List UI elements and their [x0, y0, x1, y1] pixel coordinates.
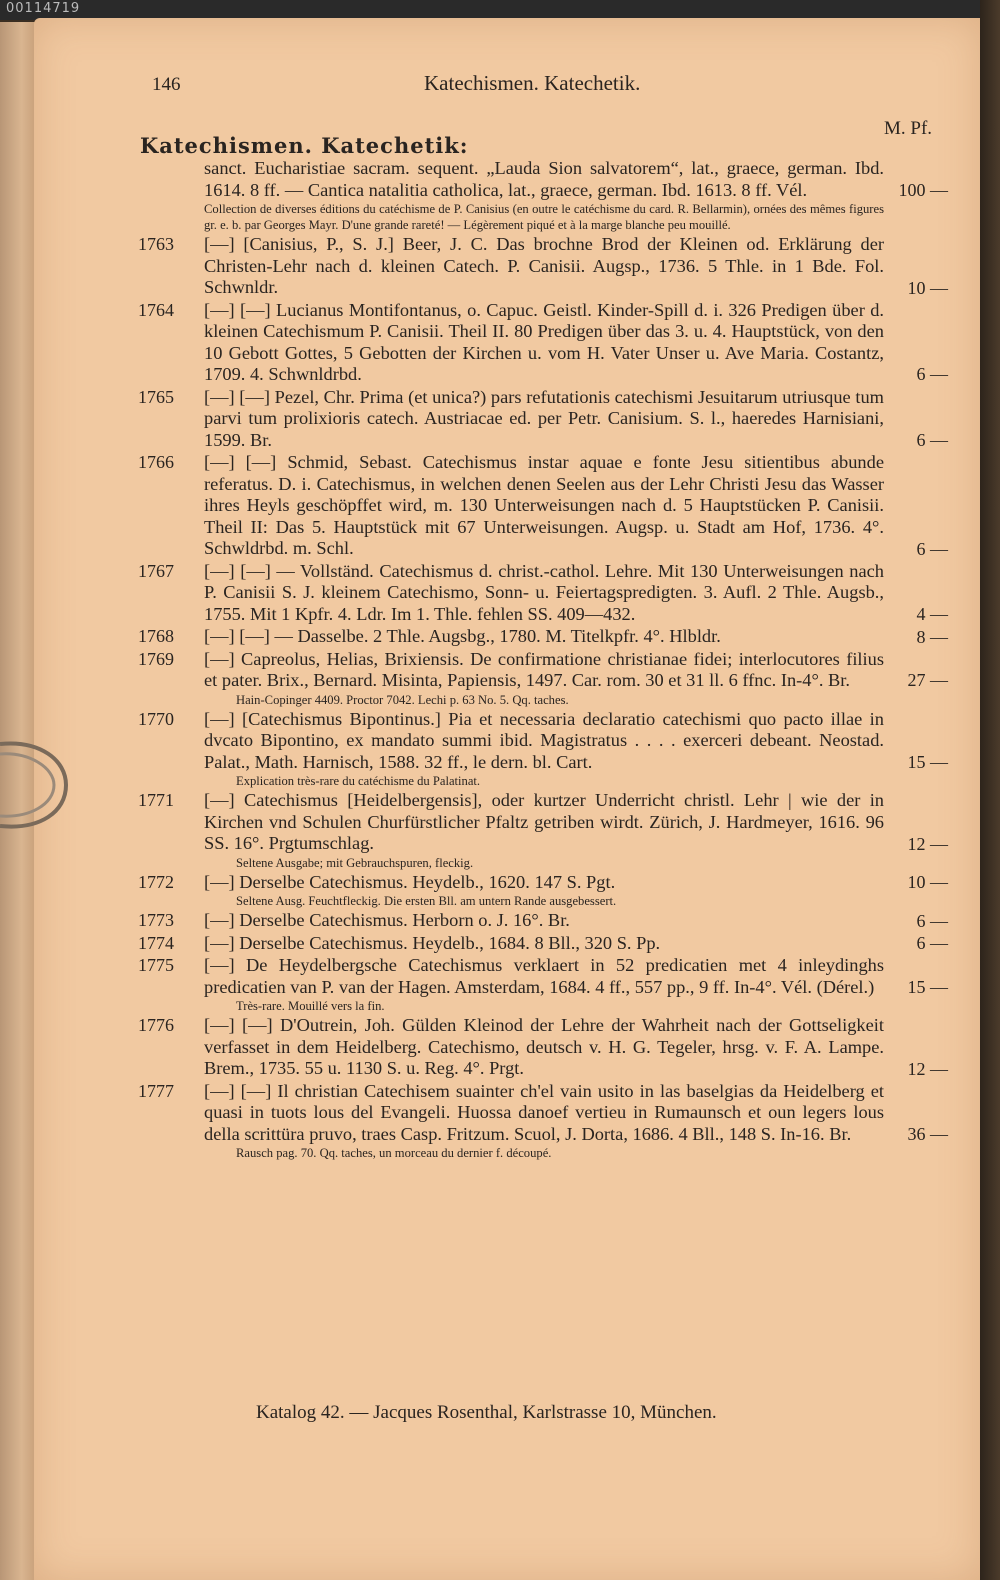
entry-text: [—] De Heydelbergsche Catechismus verklaert in 52 predicatien met 4 inleydinghs predicatien van P. van der Hagen. Amsterdam, 1684. 4 ff., 557 pp., 9 ff. In-4°. Vél. (Dérel.): [204, 955, 884, 997]
catalog-entry: [138, 955, 948, 1014]
catalog-entry: [138, 1081, 948, 1162]
catalog-entry: [138, 626, 948, 648]
entry-text: [—] Derselbe Catechismus. Heydelb., 1620. 147 S. Pgt.: [204, 871, 616, 892]
entry-text: [—] Derselbe Catechismus. Heydelb., 1684. 8 Bll., 320 S. Pp.: [204, 932, 661, 953]
entry-price: 100 —: [898, 179, 948, 200]
right-edge: [980, 0, 1000, 1580]
section-title: Katechismen. Katechetik:: [140, 133, 469, 158]
entry-number: 1776: [138, 1015, 174, 1035]
entry-note: Rausch pag. 70. Qq. taches, un morceau du dernier f. découpé.: [236, 1146, 552, 1160]
catalog-entry: [138, 649, 948, 708]
entry-note: Seltene Ausgabe; mit Gebrauchspuren, fleckig.: [236, 855, 474, 870]
entry-text: [—] [—] Il christian Catechisem suainter ch'el vain usito in las baselgias da Heidelberg et quasi in tuots lous del Evangeli. Huossa danoef vertieu in Rumaunsch et oun legers lous della scrittüra pruvo, traes Casp. Fritzum. Scuol, J. Dorta, 1686. 4 Bll., 148 S. In-16. Br.: [204, 1080, 884, 1144]
entry-price: 12 —: [907, 1058, 948, 1079]
entry-number: 1773: [138, 910, 174, 930]
entry-number: 1763: [138, 234, 174, 254]
catalog-entry: [138, 933, 948, 955]
entry-text: [—] Derselbe Catechismus. Herborn o. J. 16°. Br.: [204, 910, 570, 930]
catalog-entry: [138, 872, 948, 910]
entry-number: 1774: [138, 932, 174, 953]
catalog-footer: Katalog 42. — Jacques Rosenthal, Karlstrasse 10, München.: [256, 1402, 717, 1423]
top-strip: [0, 0, 1000, 20]
entry-price: 6 —: [916, 538, 948, 559]
entry-number: 1770: [138, 708, 174, 729]
entry-note: Très-rare. Mouillé vers la fin.: [236, 999, 385, 1013]
catalog-entry: [138, 709, 948, 790]
entry-number: 1769: [138, 648, 174, 669]
currency-header: M. Pf.: [884, 118, 933, 139]
corner-label: 00114719: [6, 1, 81, 16]
entry-number: 1771: [138, 790, 174, 810]
entry-price: 4 —: [916, 604, 948, 624]
paperclip-icon: [0, 730, 70, 840]
entry-number: 1777: [138, 1080, 174, 1101]
entry-text: [—] [—] Lucianus Montifontanus, o. Capuc. Geistl. Kinder-Spill d. i. 326 Predigen über d. kleinen Catechismum P. Canisii. Theil II. 80 Predigen über das 3. u. 4. Hauptstück, von den 10 Gebott Gottes, 5 Gebotten der Kirchen u. vom H. Vater Unser u. Ave Maria. Costantz, 1709. 4. Schwnldrbd.: [204, 299, 884, 384]
entry-text: [—] [—] — Dasselbe. 2 Thle. Augsbg., 1780. M. Titelkpfr. 4°. Hlbldr.: [204, 626, 721, 646]
catalog-entry: [138, 910, 948, 932]
entry-text: [—] Catechismus [Heidelbergensis], oder kurtzer Underricht christl. Lehr | wie der in Kirchen vnd Schulen Churfürstlicher Pfaltz getriben wirdt. Zürich, J. Hardmeyer, 1616. 96 SS. 16°. Prgtumschlag.: [204, 790, 884, 853]
entry-price: 36 —: [907, 1124, 948, 1144]
entry-list: [138, 158, 948, 1162]
entry-price: 10 —: [907, 277, 948, 298]
entry-text: [—] [—] D'Outrein, Joh. Gülden Kleinod der Lehre der Wahrheit nach der Gottseligkeit verfasset in dem Heidelberg. Catechismo, deutsch v. H. G. Tegeler, hrsg. v. F. A. Lampe. Brem., 1735. 55 u. 1130 S. u. Reg. 4°. Prgt.: [204, 1015, 884, 1078]
entry-price: 15 —: [907, 752, 948, 772]
entry-text: [—] [Canisius, P., S. J.] Beer, J. C. Das brochne Brod der Kleinen od. Erklärung der Christen-Lehr nach d. kleinen Catech. P. Canisii. Augsp., 1736. 5 Thle. in 1 Bde. Fol. Schwnldr.: [204, 234, 884, 297]
catalog-entry: [138, 452, 948, 560]
entry-number: 1772: [138, 871, 174, 892]
entry-note: Hain-Copinger 4409. Proctor 7042. Lechi p. 63 No. 5. Qq. taches.: [236, 692, 569, 707]
entry-text: [—] Capreolus, Helias, Brixiensis. De confirmatione christianae fidei; interlocutores filius et pater. Brix., Bernard. Misinta, Papiensis, 1497. Car. rom. 30 et 31 ll. 6 ffnc. In-4°. Br.: [204, 648, 884, 690]
entry-price: 27 —: [907, 670, 948, 690]
entry-number: 1768: [138, 626, 174, 646]
catalog-entry: [138, 561, 948, 626]
entry-number: 1767: [138, 560, 174, 581]
entry-price: 15 —: [907, 976, 948, 997]
page-number: 146: [152, 74, 181, 95]
entry-price: 6 —: [916, 364, 948, 384]
entry-price: 10 —: [907, 872, 948, 892]
entry-note: Explication très-rare du catéchisme du Palatinat.: [236, 774, 481, 788]
entry-note: Seltene Ausg. Feuchtfleckig. Die ersten Bll. am untern Rande ausgebessert.: [236, 894, 617, 908]
entry-number: 1766: [138, 452, 174, 472]
entry-price: 8 —: [916, 626, 948, 647]
catalog-entry: [138, 790, 948, 871]
catalog-entry: [138, 300, 948, 386]
entry-number: 1765: [138, 386, 174, 407]
entry-note: Collection de diverses éditions du catéchisme de P. Canisius (en outre le catéchisme du card. R. Bellarmin), ornées des mêmes figures gr. e. b. par Georges Mayr. D'une grande rareté! — Légèrement piqué et à la marge blanche peu mouillé.: [204, 202, 884, 232]
entry-text: [—] [—] Pezel, Chr. Prima (et unica?) pars refutationis catechismi Jesuitarum utriusque tum parvi tum prolixioris catech. Austriacae ed. per Petr. Canisium. S. l., haeredes Harnisiani, 1599. Br.: [204, 386, 884, 450]
entry-text: sanct. Eucharistiae sacram. sequent. „Lauda Sion salvatorem“, lat., graece, german. Ibd. 1614. 8 ff. — Cantica natalitia catholica, lat., graece, german. Ibd. 1613. 8 ff. Vél.: [204, 158, 884, 200]
entry-price: 6 —: [916, 933, 948, 953]
catalog-entry: [138, 234, 948, 299]
catalog-entry: [138, 158, 948, 233]
running-head: Katechismen. Katechetik.: [424, 71, 641, 95]
entry-text: [—] [—] — Vollständ. Catechismus d. christ.-cathol. Lehre. Mit 130 Unterweisungen nach P. Canisii S. J. kleinem Catechismo, Sonn- u. Feiertagspredigten. 3. Aufl. 2 Thle. Augsb., 1755. Mit 1 Kpfr. 4. Ldr. Im 1. Thle. fehlen SS. 409—432.: [204, 560, 884, 624]
entry-price: 6 —: [916, 910, 948, 931]
entry-text: [—] [Catechismus Bipontinus.] Pia et necessaria declaratio catechismi quo pacto illae in dvcato Bipontino, ex mandato summi ibid. Magistratus . . . . exerceri debeant. Neostad. Palat., Math. Harnisch, 1588. 32 ff., le dern. bl. Cart.: [204, 708, 884, 772]
entry-text: [—] [—] Schmid, Sebast. Catechismus instar aquae e fonte Jesu sitientibus abunde referatus. D. i. Catechismus, in welchen denen Seelen aus der Lehr Christi Jesu das Wasser ihres Heyls geschöpffet wird, m. 130 Unterweisungen nach d. 5 Hauptstücken P. Canisii. Theil II: Das 5. Hauptstück mit 67 Unterweisungen. Augsp. u. Stadt am Hof, 1736. 4°. Schwldrbd. m. Schl.: [204, 452, 884, 558]
entry-price: 12 —: [907, 833, 948, 854]
entry-price: 6 —: [916, 430, 948, 450]
catalog-page: [34, 18, 980, 1580]
entry-number: 1775: [138, 955, 174, 975]
catalog-entry: [138, 1015, 948, 1080]
entry-number: 1764: [138, 299, 174, 320]
catalog-entry: [138, 387, 948, 452]
